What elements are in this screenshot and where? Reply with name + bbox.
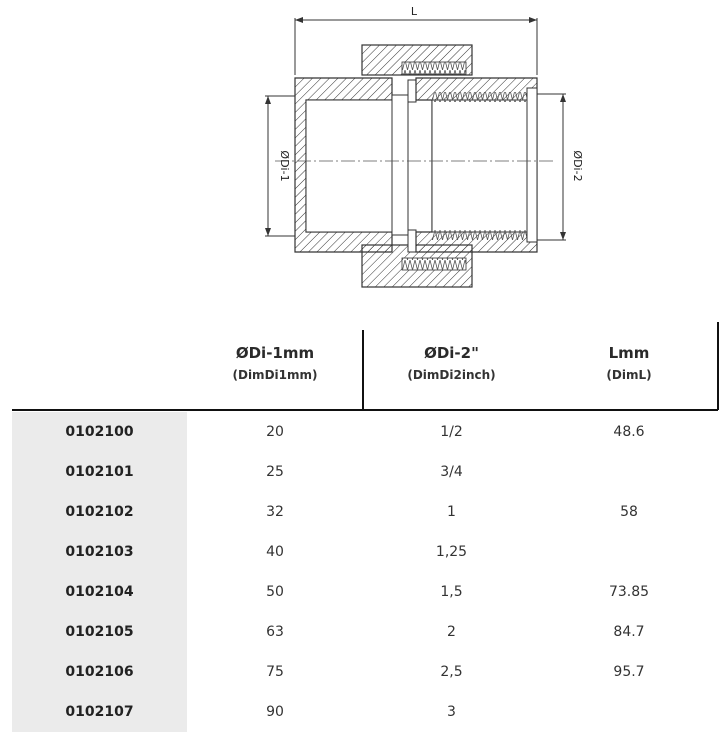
cell-di2: 2 — [447, 624, 456, 640]
cell-di1: 75 — [266, 664, 284, 680]
cell-l: 48.6 — [613, 424, 645, 440]
header-l — [540, 330, 718, 410]
header-divider-2 — [717, 322, 719, 410]
dimension-di2-label: ØDi-2 — [571, 150, 584, 182]
header-di1 — [187, 330, 363, 410]
cell-di1: 63 — [266, 624, 284, 640]
cell-di1: 25 — [266, 464, 284, 480]
cell-di1: 50 — [266, 584, 284, 600]
dimension-l-label: L — [410, 5, 418, 18]
threaded-body — [416, 78, 537, 252]
header-di1-title: ØDi-1mm — [235, 344, 315, 362]
table-row — [12, 412, 718, 452]
cell-di2: 2,5 — [440, 664, 463, 680]
dimension-di2 — [537, 94, 584, 240]
article-code: 0102107 — [12, 692, 187, 732]
cell-l — [540, 532, 718, 572]
cell-di2: 1/2 — [440, 424, 463, 440]
table-row — [12, 652, 718, 692]
cell-l — [540, 452, 718, 492]
cell-di1: 90 — [266, 704, 284, 720]
table-row — [12, 452, 718, 492]
table-row — [12, 532, 718, 572]
header-l-sub: (DimL) — [606, 368, 652, 382]
article-code: 0102100 — [12, 412, 187, 452]
header-di2-title: ØDi-2" — [424, 344, 479, 362]
cell-di2: 1,5 — [440, 584, 463, 600]
cell-di1: 32 — [266, 504, 284, 520]
header-di2 — [363, 330, 540, 410]
cell-di2: 3/4 — [440, 464, 463, 480]
header-di2-sub: (DimDi2inch) — [407, 368, 496, 382]
cell-di2: 3 — [447, 704, 456, 720]
header-l-title: Lmm — [608, 344, 650, 362]
header-divider-1 — [362, 330, 364, 410]
cell-l — [540, 692, 718, 732]
cell-l: 73.85 — [608, 584, 650, 600]
header-bottom-rule — [12, 409, 718, 411]
article-code: 0102102 — [12, 492, 187, 532]
union-fitting-drawing — [0, 0, 724, 310]
cell-l: 58 — [620, 504, 638, 520]
article-code: 0102103 — [12, 532, 187, 572]
table-row — [12, 612, 718, 652]
article-code: 0102106 — [12, 652, 187, 692]
article-code: 0102105 — [12, 612, 187, 652]
cell-l: 95.7 — [613, 664, 645, 680]
dimension-di1-label: ØDi-1 — [278, 150, 291, 182]
dimension-di1 — [265, 96, 295, 236]
socket-body — [295, 78, 416, 252]
cell-di1: 20 — [266, 424, 284, 440]
cell-l: 84.7 — [613, 624, 645, 640]
header-di1-sub: (DimDi1mm) — [232, 368, 318, 382]
cell-di1: 40 — [266, 544, 284, 560]
article-code: 0102104 — [12, 572, 187, 612]
table-row — [12, 692, 718, 732]
cell-di2: 1 — [447, 504, 456, 520]
table-row — [12, 572, 718, 612]
cell-di2: 1,25 — [435, 544, 468, 560]
table-row — [12, 492, 718, 532]
article-code: 0102101 — [12, 452, 187, 492]
